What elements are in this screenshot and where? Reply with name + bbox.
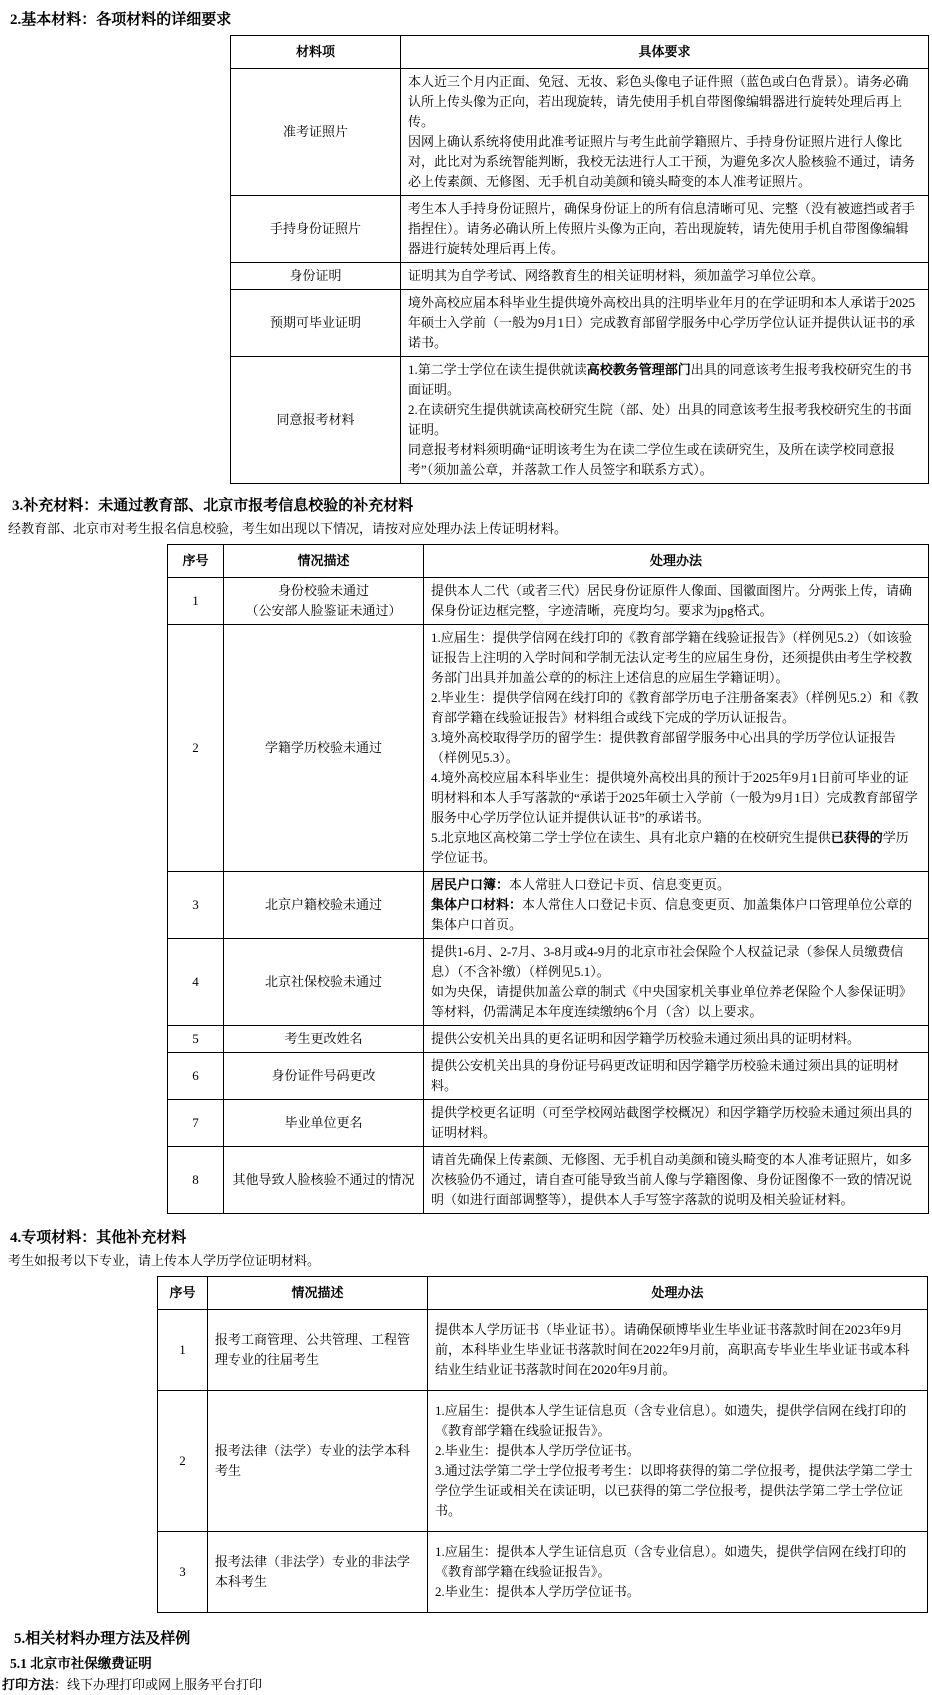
cell-paragraph: 手持身份证照片 — [269, 221, 361, 236]
table-cell-r3c1 — [168, 872, 224, 939]
sub-heading-beijing-social-security: 5.1 北京市社保缴费证明 — [10, 1656, 152, 1671]
cell-paragraph: 3.境外高校取得学历的留学生：提供教育部留学服务中心出具的学历学位认证报告（样例见5.3）。 — [431, 730, 896, 765]
table-cell-r4c3 — [424, 939, 929, 1026]
table-cell-r5c1 — [168, 1026, 224, 1053]
table-row — [168, 872, 929, 939]
table-cell-r3c3 — [428, 1532, 928, 1613]
column-header: 处理办法 — [428, 1277, 928, 1310]
table-cell-r4c1 — [231, 290, 401, 357]
cell-paragraph: 提供公安机关出具的更名证明和因学籍学历校验未通过须出具的证明材料。 — [431, 1031, 861, 1046]
table-cell-r2c1 — [158, 1391, 208, 1532]
section-heading-supplement-materials: 3.补充材料：未通过教育部、北京市报考信息校验的补充材料 — [12, 498, 414, 514]
table-row — [231, 357, 929, 484]
cell-paragraph: 学籍学历校验未通过 — [264, 740, 382, 755]
cell-paragraph: 5.北京地区高校第二学士学位在读生、具有北京户籍的在校研究生提供已获得的学历学位证书。 — [431, 830, 909, 865]
cell-paragraph: 2.毕业生：提供学信网在线打印的《教育部学历电子注册备案表》（样例见5.2）和《教育部学籍在线验证报告》材料组合或线下完成的学历认证报告。 — [431, 690, 919, 725]
table-cell-r2c3 — [424, 625, 929, 872]
cell-paragraph: 报考工商管理、公共管理、工程管理专业的往届考生 — [215, 1332, 411, 1367]
supplement-intro-text: 经教育部、北京市对考生报名信息校验，考生如出现以下情况，请按对应处理办法上传证明材料。 — [8, 521, 568, 536]
table-cell-r4c2 — [224, 939, 424, 1026]
cell-paragraph: 1 — [179, 1342, 186, 1357]
bold-run: 集体户口材料： — [431, 897, 523, 912]
table-row — [158, 1391, 928, 1532]
table-cell-r5c3 — [424, 1026, 929, 1053]
table-cell-r1c2 — [208, 1310, 428, 1391]
column-header: 材料项 — [231, 36, 401, 69]
cell-paragraph: 证明其为自学考试、网络教育生的相关证明材料，须加盖学习单位公章。 — [408, 268, 825, 283]
table-row — [168, 625, 929, 872]
table-cell-r8c1 — [168, 1147, 224, 1214]
table-header-row — [158, 1277, 928, 1310]
table-row — [168, 1026, 929, 1053]
cell-paragraph: 8 — [192, 1172, 199, 1187]
table-cell-r1c3 — [428, 1310, 928, 1391]
table-cell-r2c1 — [168, 625, 224, 872]
print-method-label: 打印方法 — [2, 1677, 55, 1692]
column-header: 序号 — [168, 545, 224, 578]
section-heading-special-materials: 4.专项材料：其他补充材料 — [10, 1230, 187, 1246]
cell-paragraph: 如为央保，请提供加盖公章的制式《中央国家机关事业单位养老保险个人参保证明》等材料，仍需满足本年度连续缴纳6个月（含）以上要求。 — [431, 984, 913, 1019]
table-cell-r2c1 — [231, 196, 401, 263]
table-cell-r5c2 — [401, 357, 929, 484]
column-header: 处理办法 — [424, 545, 929, 578]
table-cell-r3c2 — [401, 263, 929, 290]
cell-paragraph: 6 — [192, 1068, 199, 1083]
section-heading-basic-materials: 2.基本材料：各项材料的详细要求 — [10, 12, 232, 28]
bold-run: 已获得的 — [830, 830, 883, 845]
table-header-row — [231, 36, 929, 69]
column-header: 序号 — [158, 1277, 208, 1310]
table-cell-r2c2 — [208, 1391, 428, 1532]
table-cell-r8c3 — [424, 1147, 929, 1214]
cell-paragraph: 2 — [179, 1453, 186, 1468]
cell-paragraph: 考生更改姓名 — [284, 1031, 363, 1046]
cell-paragraph: 境外高校应届本科毕业生提供境外高校出具的注明毕业年月的在学证明和本人承诺于2025年硕士入学前（一般为9月1日）完成教育部留学服务中心学历学位认证并提供认证书的承诺书。 — [408, 295, 916, 350]
cell-paragraph: 提供本人二代（或者三代）居民身份证原件人像面、国徽面图片。分两张上传，请确保身份证边框完整，字迹清晰，亮度均匀。要求为jpg格式。 — [431, 583, 913, 618]
cell-paragraph: 提供公安机关出具的身份证号码更改证明和因学籍学历校验未通过须出具的证明材料。 — [431, 1058, 900, 1093]
table-cell-r4c2 — [401, 290, 929, 357]
cell-paragraph: 2 — [192, 740, 199, 755]
table-row — [168, 1100, 929, 1147]
cell-paragraph: 同意报考材料 — [276, 412, 355, 427]
table-row — [168, 1053, 929, 1100]
table-row — [158, 1310, 928, 1391]
table-cell-r1c1 — [231, 69, 401, 196]
section-heading-method-samples: 5.相关材料办理方法及样例 — [14, 1631, 191, 1647]
cell-paragraph: 1.第二学士学位在读生提供就读高校教务管理部门出具的同意该考生报考我校研究生的书面证明。 — [408, 362, 912, 397]
cell-paragraph: 2.毕业生：提供本人学历学位证书。 — [435, 1584, 640, 1599]
table-row — [168, 1147, 929, 1214]
table-row — [158, 1532, 928, 1613]
cell-paragraph: 身份校验未通过 — [277, 583, 369, 598]
cell-paragraph: 提供本人学历证书（毕业证书）。请确保硕博毕业生毕业证书落款时间在2023年9月前，本科毕业生毕业证书落款时间在2022年9月前，高职高专毕业生毕业证书或本科结业生结业证书落款时间在2020年9月前。 — [435, 1322, 910, 1377]
table-cell-r1c1 — [168, 578, 224, 625]
cell-paragraph: 1.应届生：提供本人学生证信息页（含专业信息）。如遗失，提供学信网在线打印的《教育部学籍在线验证报告》。 — [435, 1403, 907, 1438]
document-page — [0, 8, 932, 1695]
cell-paragraph: 3 — [179, 1564, 186, 1579]
table-cell-r6c1 — [168, 1053, 224, 1100]
table-row — [231, 290, 929, 357]
bold-run: 高校教务管理部门 — [586, 362, 691, 377]
cell-paragraph: 请首先确保上传素颜、无修图、无手机自动美颜和镜头畸变的本人准考证照片，如多次核验仍不通过，请自查可能导致当前人像与学籍图像、身份证图像不一致的情况说明（如进行面部调整等），提供本人手写签字落款的说明及相关验证材料。 — [431, 1152, 913, 1207]
table-cell-r2c2 — [401, 196, 929, 263]
column-header: 具体要求 — [401, 36, 929, 69]
table-cell-r3c1 — [158, 1532, 208, 1613]
cell-paragraph: 3.通过法学第二学士学位报考考生：以即将获得的第二学位报考，提供法学第二学士学位学生证或相关在读证明，以已获得的第二学位报考，提供法学第二学士学位证书。 — [435, 1463, 913, 1518]
cell-paragraph: 2.在读研究生提供就读高校研究生院（部、处）出具的同意该考生报考我校研究生的书面证明。 — [408, 402, 912, 437]
cell-paragraph: 同意报考材料须明确“证明该考生为在读二学位生或在读研究生，及所在读学校同意报考”（须加盖公章，并落款工作人员签字和联系方式）。 — [408, 442, 895, 477]
cell-paragraph: 身份证明 — [289, 268, 342, 283]
table-cell-r1c2 — [224, 578, 424, 625]
cell-paragraph: 3 — [192, 897, 199, 912]
cell-paragraph: 毕业单位更名 — [284, 1115, 363, 1130]
table-cell-r1c2 — [401, 69, 929, 196]
column-header: 情况描述 — [224, 545, 424, 578]
table-cell-r7c3 — [424, 1100, 929, 1147]
cell-paragraph: 居民户口簿：本人常驻人口登记卡页、信息变更页。 — [431, 877, 731, 892]
table-row — [168, 939, 929, 1026]
print-method-line — [2, 1675, 932, 1695]
cell-paragraph: 4.境外高校应届本科毕业生：提供境外高校出具的预计于2025年9月1日前可毕业的证明材料和本人手写落款的“承诺于2025年硕士入学前（一般为9月1日）完成教育部留学服务中心学历学位认证并提供认证书”的承诺书。 — [431, 770, 918, 825]
cell-paragraph: 因网上确认系统将使用此准考证照片与考生此前学籍照片、手持身份证照片进行人像比对，此比对为系统智能判断，我校无法进行人工干预，为避免多次人脸核验不通过，请务必上传素颜、无修图、无手机自动美颜和镜头畸变的本人准考证照片。 — [408, 134, 916, 189]
table-cell-r1c3 — [424, 578, 929, 625]
cell-paragraph: 提供学校更名证明（可至学校网站截图学校概况）和因学籍学历校验未通过须出具的证明材料。 — [431, 1105, 913, 1140]
table-cell-r2c2 — [224, 625, 424, 872]
table-cell-r8c2 — [224, 1147, 424, 1214]
basic-materials-table — [230, 35, 929, 484]
table-row — [231, 263, 929, 290]
cell-paragraph: 预期可毕业证明 — [269, 315, 361, 330]
cell-paragraph: 1 — [192, 593, 199, 608]
cell-paragraph: 考生本人手持身份证照片，确保身份证上的所有信息清晰可见、完整（没有被遮挡或者手指捏住）。请务必确认所上传照片头像为正向，若出现旋转，请先使用手机自带图像编辑器进行旋转处理后再上传。 — [408, 201, 916, 256]
table-row — [231, 69, 929, 196]
cell-paragraph: 1.应届生：提供本人学生证信息页（含专业信息）。如遗失，提供学信网在线打印的《教育部学籍在线验证报告》。 — [435, 1544, 907, 1579]
table-row — [231, 196, 929, 263]
table-cell-r3c2 — [208, 1532, 428, 1613]
cell-paragraph: 1.应届生：提供学信网在线打印的《教育部学籍在线验证报告》（样例见5.2）（如该验证报告上注明的入学时间和学制无法认定考生的应届生身份，还须提供由考生学校教务部门出具并加盖公章的的标注上述信息的应届生学籍证明）。 — [431, 630, 913, 685]
column-header: 情况描述 — [208, 1277, 428, 1310]
table-cell-r1c1 — [158, 1310, 208, 1391]
cell-paragraph: 集体户口材料：本人常住人口登记卡页、信息变更页、加盖集体户口管理单位公章的集体户口首页。 — [431, 897, 913, 932]
table-cell-r5c1 — [231, 357, 401, 484]
print-method-text: ：线下办理打印或网上服务平台打印 — [54, 1677, 263, 1692]
table-cell-r3c1 — [231, 263, 401, 290]
cell-paragraph: 2.毕业生：提供本人学历学位证书。 — [435, 1443, 640, 1458]
cell-paragraph: 本人近三个月内正面、免冠、无妆、彩色头像电子证件照（蓝色或白色背景）。请务必确认所上传头像为正向，若出现旋转，请先使用手机自带图像编辑器进行旋转处理后再上传。 — [408, 74, 909, 129]
cell-paragraph: 身份证件号码更改 — [271, 1068, 376, 1083]
supplement-materials-table — [167, 544, 929, 1214]
special-intro-text: 考生如报考以下专业，请上传本人学历学位证明材料。 — [8, 1253, 321, 1268]
cell-paragraph: 报考法律（非法学）专业的非法学本科考生 — [215, 1554, 411, 1589]
cell-paragraph: 北京户籍校验未通过 — [264, 897, 382, 912]
cell-paragraph: 北京社保校验未通过 — [264, 974, 382, 989]
table-header-row — [168, 545, 929, 578]
cell-paragraph: 其他导致人脸核验不通过的情况 — [232, 1172, 415, 1187]
table-cell-r7c2 — [224, 1100, 424, 1147]
table-cell-r6c2 — [224, 1053, 424, 1100]
table-cell-r6c3 — [424, 1053, 929, 1100]
table-cell-r7c1 — [168, 1100, 224, 1147]
bold-run: 居民户口簿： — [431, 877, 510, 892]
table-cell-r2c3 — [428, 1391, 928, 1532]
table-cell-r3c2 — [224, 872, 424, 939]
table-cell-r3c3 — [424, 872, 929, 939]
cell-paragraph: 7 — [192, 1115, 199, 1130]
table-cell-r5c2 — [224, 1026, 424, 1053]
cell-paragraph: 4 — [192, 974, 199, 989]
cell-paragraph: 报考法律（法学）专业的法学本科考生 — [215, 1443, 411, 1478]
special-materials-table — [157, 1276, 928, 1613]
cell-paragraph: 准考证照片 — [282, 124, 348, 139]
table-row — [168, 578, 929, 625]
cell-paragraph: 提供1-6月、2-7月、3-8月或4-9月的北京市社会保险个人权益记录（参保人员缴费信息）（不含补缴）（样例见5.1）。 — [431, 944, 904, 979]
table-cell-r4c1 — [168, 939, 224, 1026]
cell-paragraph: （公安部人脸鉴证未通过） — [245, 603, 402, 618]
cell-paragraph: 5 — [192, 1031, 199, 1046]
